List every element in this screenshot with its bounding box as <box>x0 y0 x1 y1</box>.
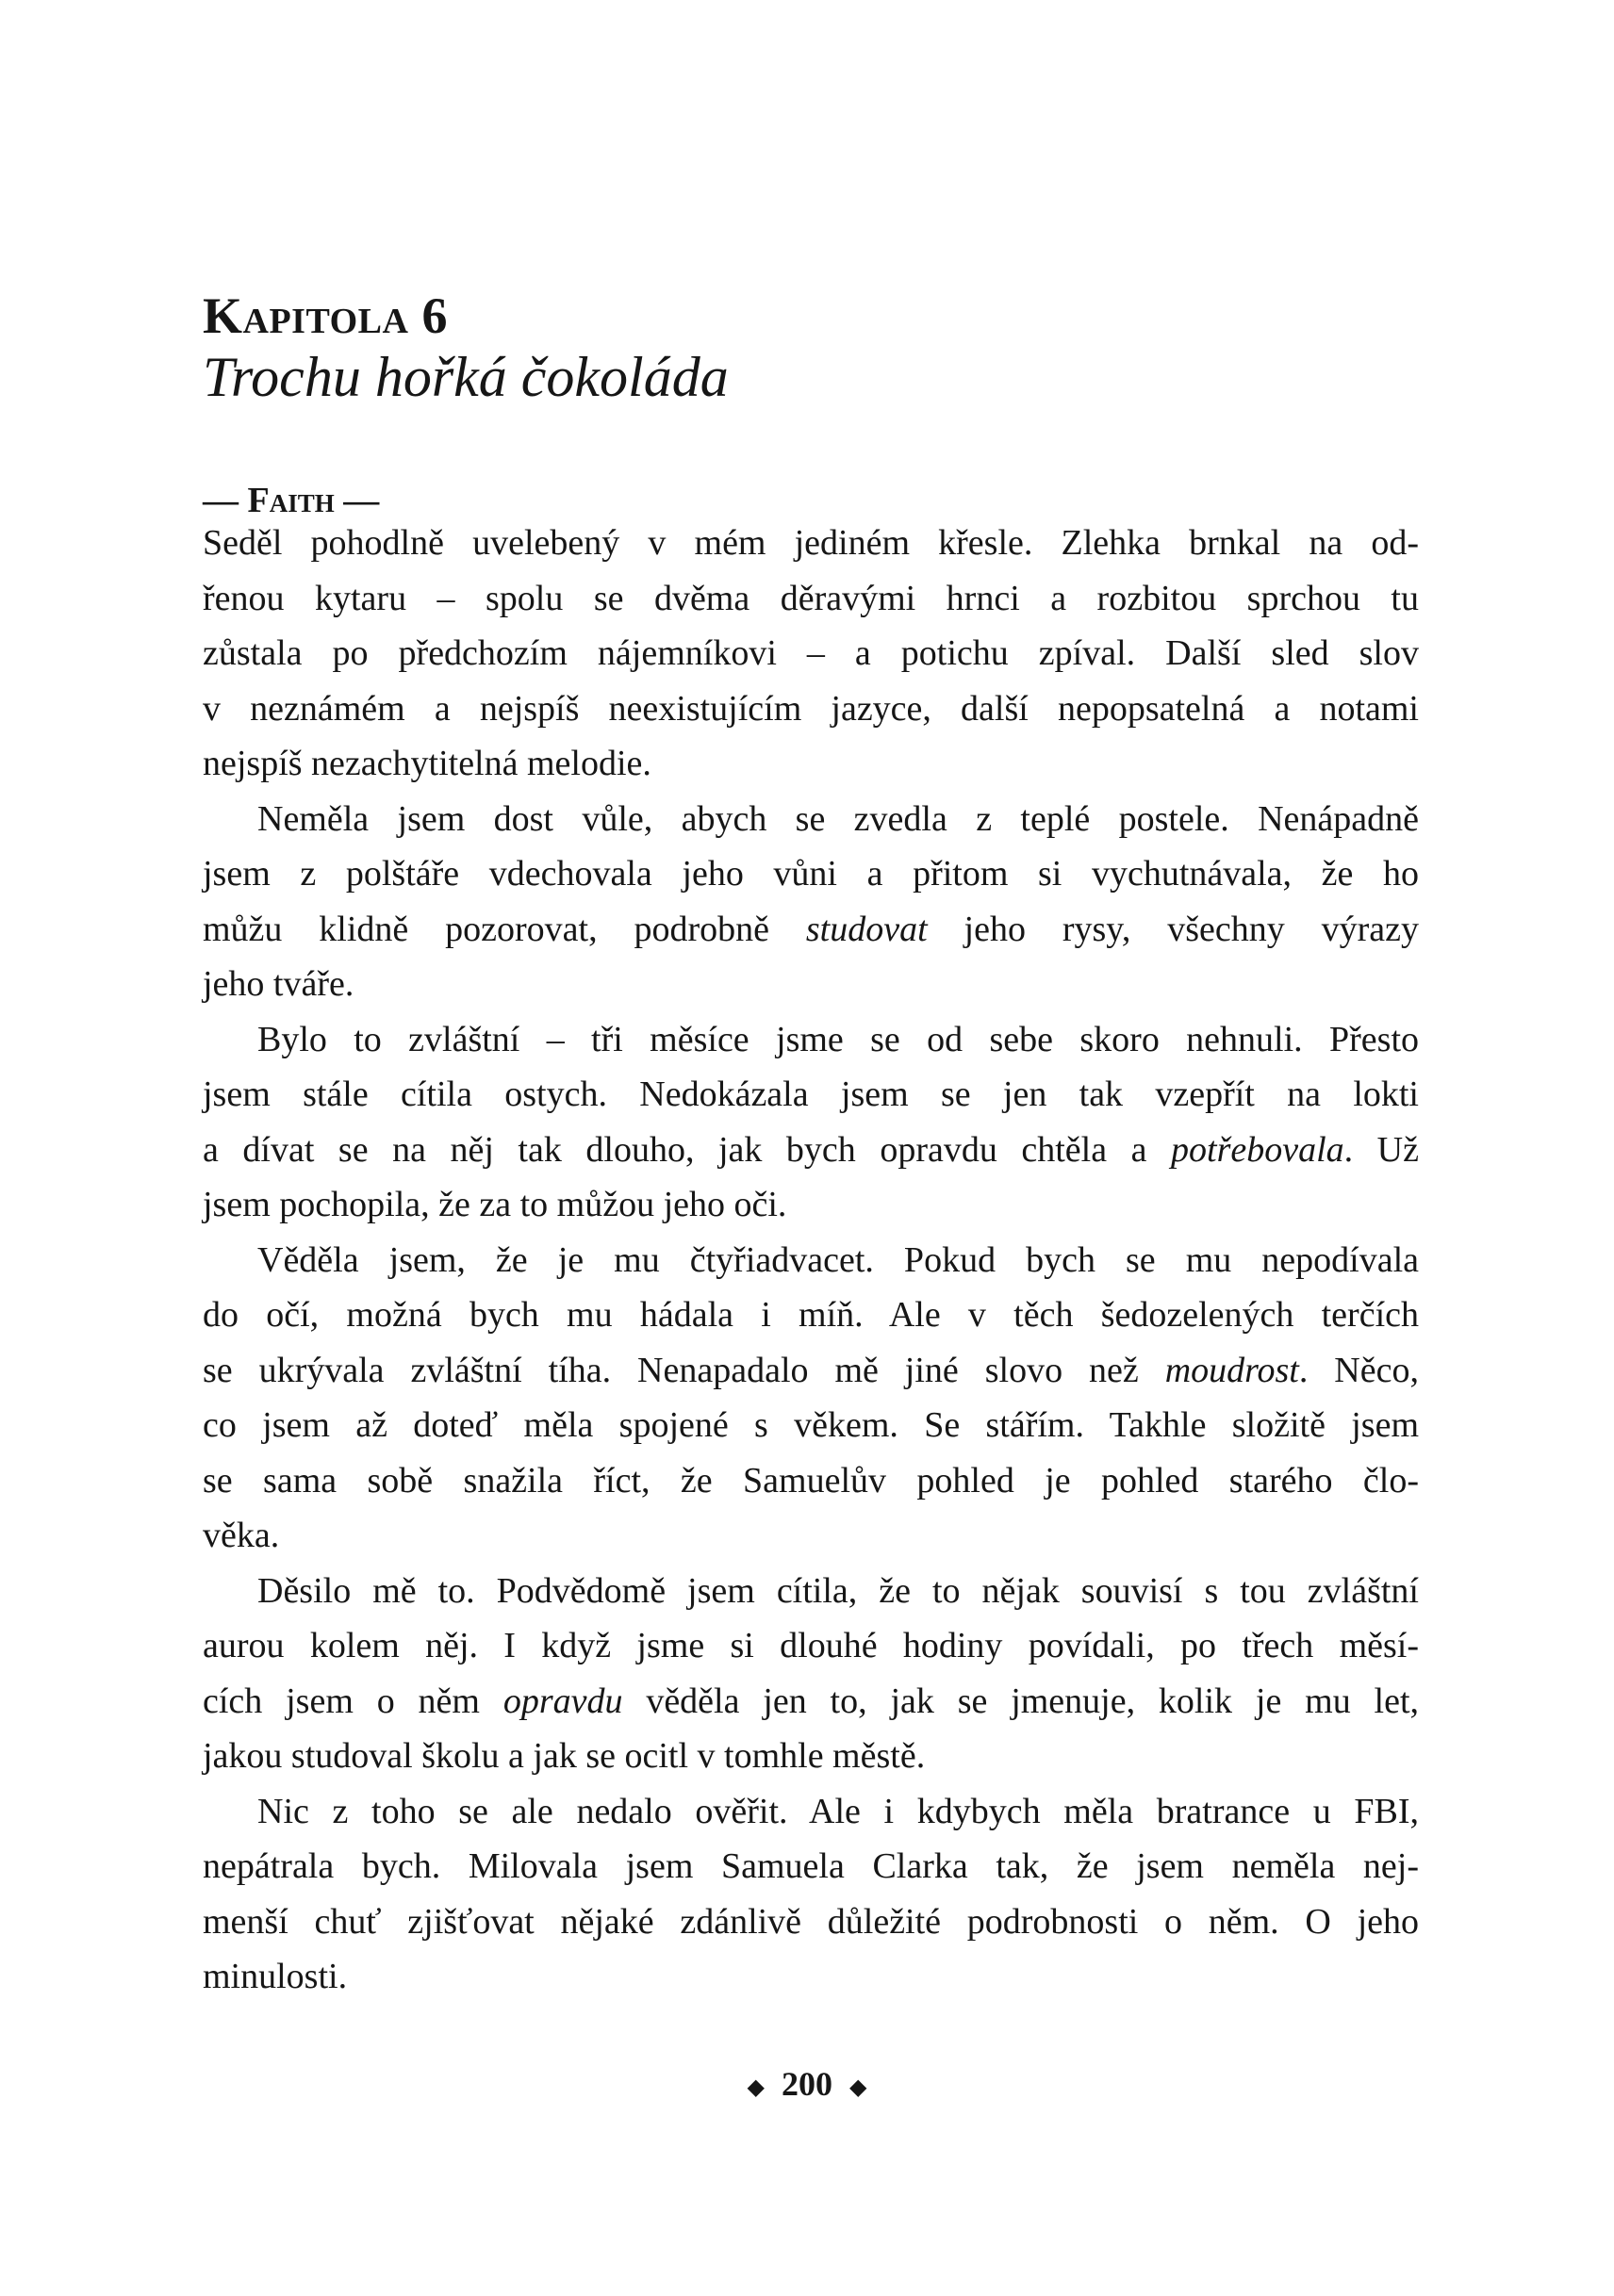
text-segment: co jsem až doteď měla spojené s věkem. Se stářím. Takhle složitě jsem <box>203 1405 1419 1445</box>
paragraph <box>203 1012 1419 1233</box>
pov-heading: — Faith — <box>203 481 380 520</box>
text-segment: minulosti. <box>203 1957 348 1996</box>
page-number: 200 <box>782 2065 832 2103</box>
text-segment: řenou kytaru – spolu se dvěma děravými hrnci a rozbitou sprchou tu <box>203 578 1419 618</box>
text-segment: . Už <box>1343 1129 1419 1170</box>
text-line <box>203 846 1419 902</box>
text-segment: v neznámém a nejspíš neexistujícím jazyce, další nepopsatelná a notami <box>203 688 1419 729</box>
text-segment: se ukrývala zvláštní tíha. Nenapadalo mě jiné slovo než <box>203 1350 1165 1390</box>
text-line <box>203 1564 1419 1619</box>
text-segment: jeho rysy, všechny výrazy <box>927 909 1419 949</box>
text-line <box>203 792 1419 847</box>
text-segment: nejspíš nezachytitelná melodie. <box>203 744 651 783</box>
text-line <box>203 1398 1419 1453</box>
text-segment: Nic z toho se ale nedalo ověřit. Ale i kdybych měla bratrance u FBI, <box>257 1791 1419 1831</box>
text-segment: jsem z polštáře vdechovala jeho vůni a přitom si vychutnávala, že ho <box>203 854 1419 894</box>
text-line <box>203 1839 1419 1894</box>
text-line <box>203 1674 1419 1730</box>
chapter-title: Trochu hořká čokoláda <box>203 346 729 408</box>
text-segment: do očí, možná bych mu hádala i míň. Ale v těch šedozelených terčích <box>203 1295 1419 1335</box>
text-segment: jsem pochopila, že za to můžou jeho oči. <box>203 1185 787 1224</box>
diamond-ornament-icon: ◆ <box>849 2075 867 2100</box>
text-segment: Věděla jsem, že je mu čtyřiadvacet. Pokud bych se mu nepodívala <box>257 1239 1419 1280</box>
text-line <box>203 1729 1419 1784</box>
text-line <box>203 1453 1419 1509</box>
text-line <box>203 736 1419 792</box>
text-line <box>203 1233 1419 1288</box>
emphasis-text: potřebovala <box>1171 1129 1344 1170</box>
text-segment: a dívat se na něj tak dlouho, jak bych opravdu chtěla a <box>203 1129 1172 1170</box>
page-footer <box>0 2062 1614 2109</box>
text-line <box>203 626 1419 681</box>
paragraph <box>203 516 1419 792</box>
text-segment: . Něco, <box>1298 1350 1419 1390</box>
text-segment: Bylo to zvláštní – tři měsíce jsme se od sebe skoro nehnuli. Přesto <box>257 1019 1419 1059</box>
text-line <box>203 571 1419 627</box>
emphasis-text: opravdu <box>502 1681 623 1721</box>
paragraph <box>203 1233 1419 1564</box>
paragraph <box>203 1784 1419 2005</box>
text-line <box>203 681 1419 737</box>
text-line <box>203 957 1419 1012</box>
text-segment: věděla jen to, jak se jmenuje, kolik je mu let, <box>622 1681 1420 1721</box>
text-line <box>203 1177 1419 1233</box>
text-line <box>203 1618 1419 1674</box>
text-line <box>203 516 1419 571</box>
text-line <box>203 1123 1419 1178</box>
text-line <box>203 1949 1419 2005</box>
text-segment: věka. <box>203 1516 280 1555</box>
text-segment: cích jsem o něm <box>203 1681 503 1721</box>
text-segment: aurou kolem něj. I když jsme si dlouhé hodiny povídali, po třech měsí- <box>203 1626 1419 1665</box>
emphasis-text: moudrost <box>1164 1350 1299 1390</box>
text-segment: jeho tváře. <box>203 964 354 1004</box>
text-line <box>203 1343 1419 1399</box>
body-text <box>203 516 1419 2005</box>
chapter-label: Kapitola 6 <box>203 287 448 344</box>
diamond-ornament-icon: ◆ <box>747 2075 765 2100</box>
text-segment: menší chuť zjišťovat nějaké zdánlivě důležité podrobnosti o něm. O jeho <box>203 1901 1419 1942</box>
paragraph <box>203 1564 1419 1784</box>
text-line <box>203 1894 1419 1950</box>
text-segment: můžu klidně pozorovat, podrobně <box>203 909 806 949</box>
text-segment: Neměla jsem dost vůle, abych se zvedla z teplé postele. Nenápadně <box>257 798 1419 839</box>
text-segment: se sama sobě snažila říct, že Samuelův pohled je pohled starého člo- <box>203 1460 1419 1501</box>
text-segment: jakou studoval školu a jak se ocitl v tomhle městě. <box>203 1736 926 1776</box>
text-line <box>203 902 1419 958</box>
text-segment: Děsilo mě to. Podvědomě jsem cítila, že to nějak souvisí s tou zvláštní <box>257 1570 1419 1611</box>
paragraph <box>203 792 1419 1012</box>
text-line <box>203 1784 1419 1840</box>
emphasis-text: studovat <box>805 909 928 949</box>
text-line <box>203 1508 1419 1564</box>
text-segment: nepátrala bych. Milovala jsem Samuela Clarka tak, že jsem neměla nej- <box>203 1846 1419 1886</box>
text-segment: jsem stále cítila ostych. Nedokázala jsem se jen tak vzepřít na lokti <box>203 1074 1419 1114</box>
text-line <box>203 1067 1419 1123</box>
text-line <box>203 1012 1419 1068</box>
text-segment: Seděl pohodlně uvelebený v mém jediném křesle. Zlehka brnkal na od- <box>203 523 1419 563</box>
text-segment: zůstala po předchozím nájemníkovi – a potichu zpíval. Další sled slov <box>203 633 1419 673</box>
text-line <box>203 1287 1419 1343</box>
